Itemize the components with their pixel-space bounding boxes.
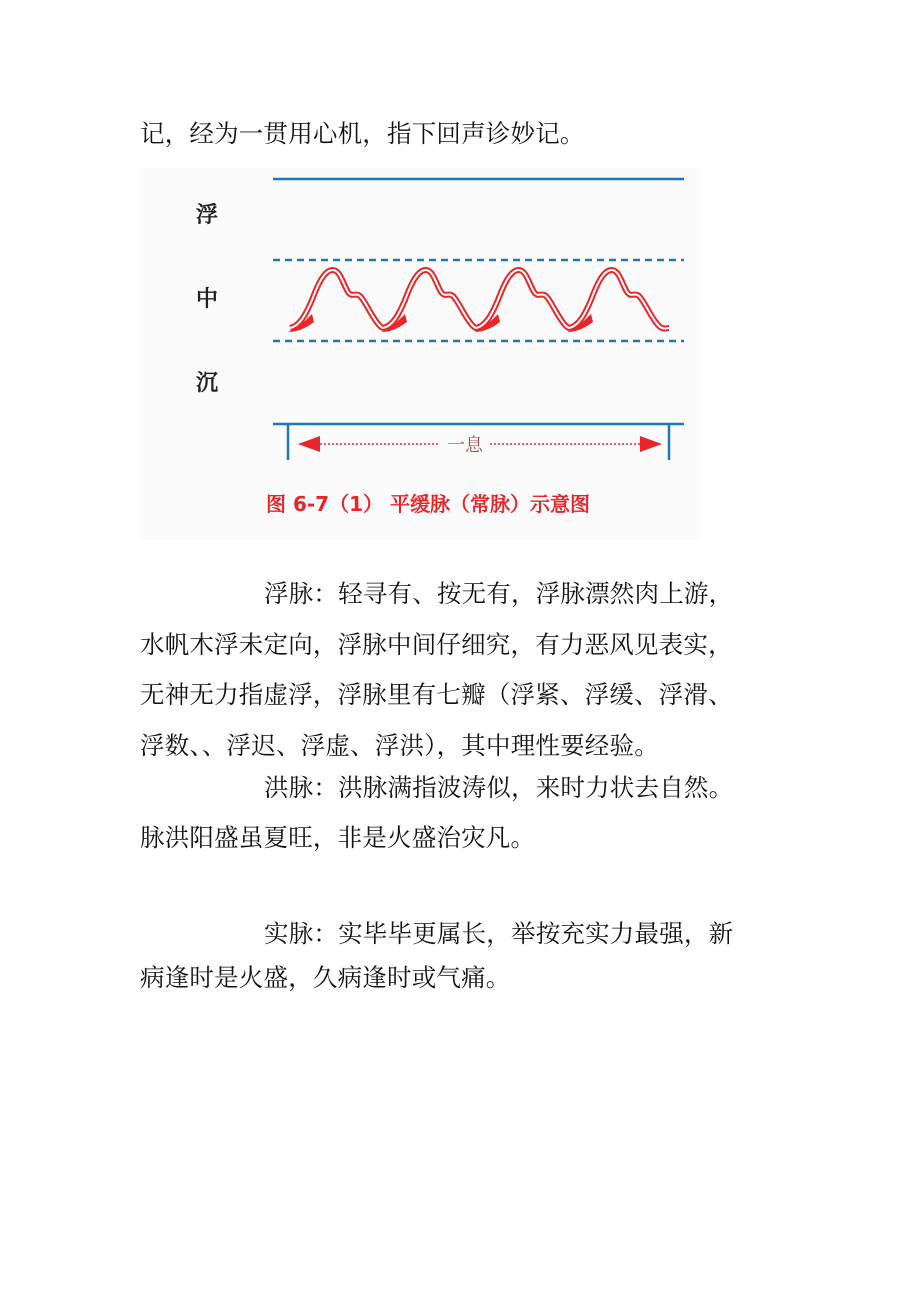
level-label-deep: 沉 [196, 371, 219, 396]
pulse-diagram-figure [140, 168, 700, 540]
level-label-middle: 中 [196, 287, 219, 312]
text-line: 记，经为一贯用心机，指下回声诊妙记。 [140, 119, 585, 148]
arrow-left-icon [298, 436, 320, 452]
pulse-diagram [140, 168, 700, 540]
pulse-wave-group [288, 270, 669, 332]
paragraph-line: 浮数、、浮迟、浮虚、浮洪），其中理性要经验。 [140, 731, 659, 760]
level-label-superficial: 浮 [196, 203, 219, 228]
paragraph-line: 水帆木浮未定向，浮脉中间仔细究，有力恶风见表实， [140, 630, 733, 659]
paragraph-first-line: 洪脉：洪脉满指波涛似，来时力状去自然。 [264, 773, 734, 802]
span-label: 一息 [447, 435, 483, 456]
figure-caption: 图 6-7（1） 平缓脉（常脉）示意图 [266, 492, 590, 516]
paragraph-first-line: 实脉：实毕毕更属长，举按充实力最强，新 [264, 919, 734, 948]
paragraph-line: 无神无力指虚浮，浮脉里有七瓣（浮紧、浮缓、浮滑、 [140, 680, 733, 709]
paragraph-first-line: 浮脉：轻寻有、按无有，浮脉漂然肉上游， [264, 579, 734, 608]
paragraph-line: 病逢时是火盛，久病逢时或气痛。 [140, 963, 511, 992]
paragraph-line: 脉洪阳盛虽夏旺，非是火盛治灾凡。 [140, 823, 536, 852]
arrow-right-icon [640, 436, 662, 452]
